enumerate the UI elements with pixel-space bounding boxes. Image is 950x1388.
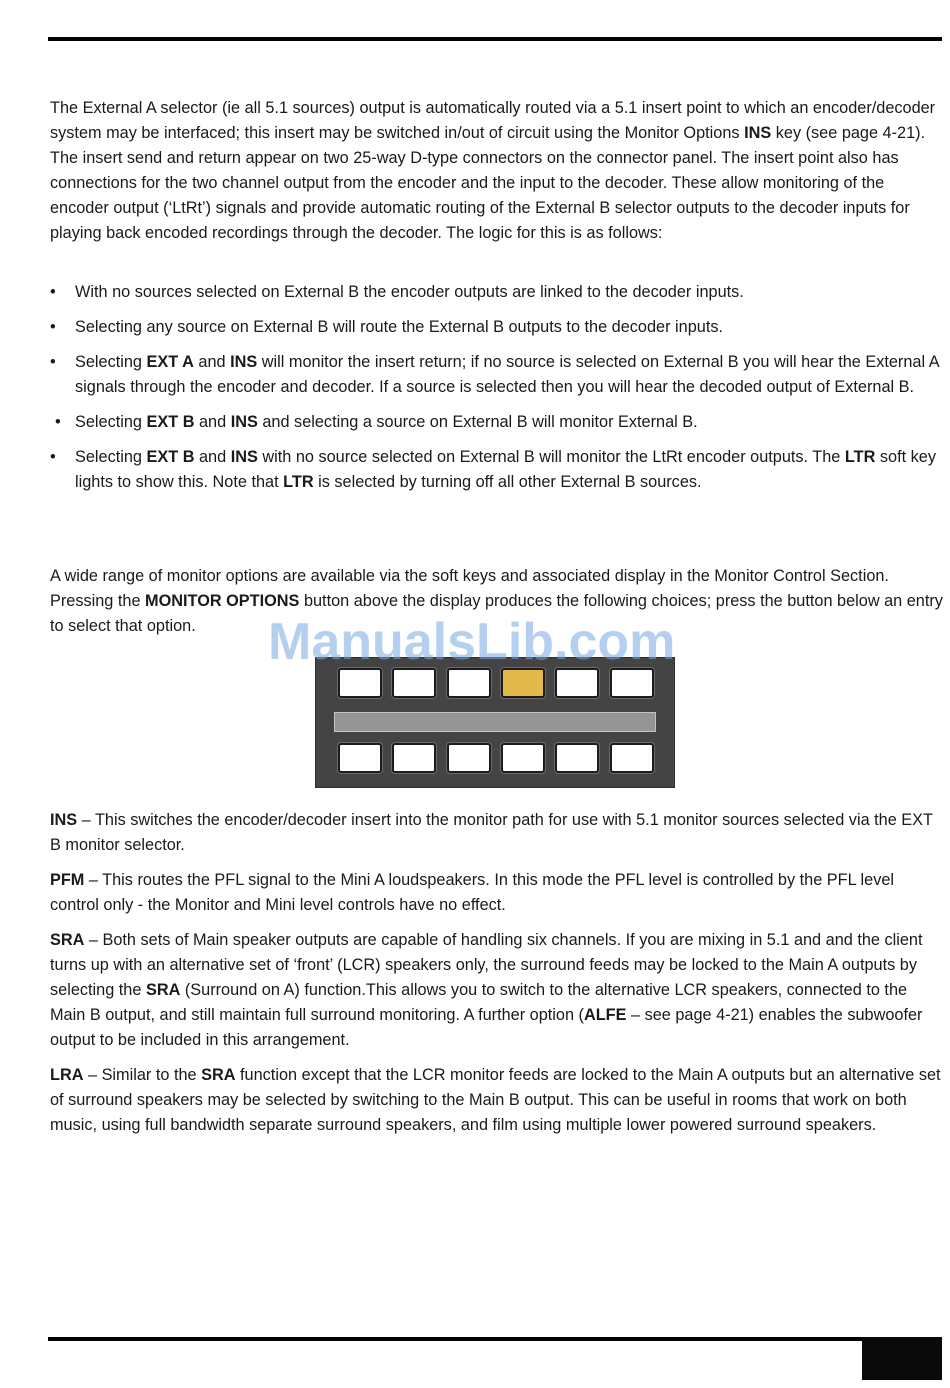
bullet-marker: • — [55, 413, 61, 431]
top-soft-key-4 — [501, 668, 545, 698]
definition-sra — [50, 928, 943, 1053]
definition-text: – Both sets of Main speaker outputs are capable of handling six channels. If you are mixing in 5.1 and and the client turns up with an alternative set of ‘front’ (LCR) speakers only, the surround feeds may be locked to the Main A outputs by selecting the — [50, 931, 923, 999]
definition-text: – Similar to the — [83, 1066, 202, 1084]
bottom-soft-key-1 — [338, 743, 382, 773]
term: SRA — [201, 1066, 236, 1084]
monitor-text: A wide range of monitor options are available via the soft keys and associated display in the Monitor Control Section. Pressing the — [50, 567, 889, 610]
list-item — [50, 350, 943, 400]
monitor-options-label: MONITOR OPTIONS — [145, 592, 300, 610]
footer-rule — [48, 1337, 863, 1341]
top-soft-key-1 — [338, 668, 382, 698]
bullet-text: with no source selected on External B will monitor the LtRt encoder outputs. The — [257, 448, 845, 466]
top-soft-key-6 — [610, 668, 654, 698]
bullet-text: and — [194, 413, 231, 431]
definition-ins — [50, 808, 943, 858]
bullet-text: Selecting — [75, 353, 147, 371]
definition-text: function except that the LCR monitor feeds are locked to the Main A outputs but an alternative set of surround speakers may be selected by switching to the Main B output. This can be useful in rooms that work on both music, using full bandwidth separate surround speakers, and film using multiple lower powered surround speakers. — [50, 1066, 941, 1134]
list-item — [50, 410, 943, 435]
definition-text: – see page 4-21) enables the subwoofer output to be included in this arrangement. — [50, 1006, 923, 1049]
key-label: INS — [230, 413, 258, 431]
top-soft-key-3 — [447, 668, 491, 698]
logic-bullet-list — [50, 280, 943, 505]
bullet-text: Selecting — [75, 413, 147, 431]
key-label: INS — [230, 448, 258, 466]
bullet-marker: • — [50, 448, 56, 466]
bottom-soft-key-6 — [610, 743, 654, 773]
bullet-text: is selected by turning off all other External B sources. — [313, 473, 702, 491]
key-label: EXT B — [146, 448, 195, 466]
option-definitions — [50, 808, 943, 1148]
bullet-marker: • — [50, 318, 56, 336]
intro-paragraph — [50, 96, 943, 246]
definition-lra — [50, 1063, 943, 1138]
key-label: EXT B — [146, 413, 195, 431]
list-item — [50, 445, 943, 495]
top-soft-key-2 — [392, 668, 436, 698]
bullet-text: and selecting a source on External B will monitor External B. — [257, 413, 698, 431]
bullet-marker: • — [50, 353, 56, 371]
bullet-text: Selecting any source on External B will route the External B outputs to the decoder inputs. — [75, 318, 724, 336]
monitor-display — [334, 712, 656, 732]
bottom-soft-key-2 — [392, 743, 436, 773]
bullet-text: Selecting — [75, 448, 147, 466]
monitor-text-cont: button above the display produces the following choices; press the button below an entry to select that option. — [50, 592, 943, 635]
page-number-tab — [862, 1337, 942, 1380]
term: ALFE — [583, 1006, 627, 1024]
bullet-text: With no sources selected on External B the encoder outputs are linked to the decoder inputs. — [75, 283, 744, 301]
definition-pfm — [50, 868, 943, 918]
watermark: ManualsLib.com — [268, 613, 676, 671]
bottom-soft-key-5 — [555, 743, 599, 773]
bullet-text: soft key lights to show this. Note that — [75, 448, 936, 491]
bottom-soft-key-3 — [447, 743, 491, 773]
key-label: INS — [230, 353, 258, 371]
monitor-options-panel — [315, 657, 675, 788]
bullet-text: will monitor the insert return; if no source is selected on External B you will hear the External A signals through the encoder and decoder. If a source is selected then you will hear the decoded output of External B. — [75, 353, 939, 396]
definition-text: – This switches the encoder/decoder insert into the monitor path for use with 5.1 monitor sources selected via the EXT B monitor selector. — [50, 811, 933, 854]
term: SRA — [50, 931, 85, 949]
key-label: EXT A — [146, 353, 194, 371]
bullet-marker: • — [50, 283, 56, 301]
term: SRA — [145, 981, 181, 999]
term: PFM — [50, 871, 85, 889]
bullet-text: and — [193, 353, 231, 371]
ins-key-label: INS — [744, 124, 772, 142]
list-item — [50, 280, 943, 305]
term: LRA — [50, 1066, 84, 1084]
intro-text-cont: key (see page 4-21). The insert send and return appear on two 25-way D-type connectors on the connector panel. The insert point also has connections for the two channel output from the encoder and the input to the decoder. These allow monitoring of the encoder output (‘LtRt’) signals and provide automatic routing of the External B selector outputs to the decoder inputs for playing back encoded recordings through the decoder. The logic for this is as follows: — [50, 124, 926, 242]
list-item — [50, 315, 943, 340]
definition-text: (Surround on A) function.This allows you to switch to the alternative LCR speakers, connected to the Main B output, and still maintain full surround monitoring. A further option ( — [50, 981, 908, 1024]
term: INS — [50, 811, 78, 829]
key-label: LTR — [283, 473, 314, 491]
intro-text: The External A selector (ie all 5.1 sources) output is automatically routed via a 5.1 insert point to which an encoder/decoder system may be interfaced; this insert may be switched in/out of circuit using the Monitor Options — [50, 99, 936, 142]
bullet-text: and — [194, 448, 231, 466]
top-soft-key-5 — [555, 668, 599, 698]
definition-text: – This routes the PFL signal to the Mini A loudspeakers. In this mode the PFL level is controlled by the PFL level control only - the Monitor and Mini level controls have no effect. — [50, 871, 895, 914]
header-rule — [48, 37, 942, 41]
bottom-soft-key-4 — [501, 743, 545, 773]
key-label: LTR — [844, 448, 876, 466]
